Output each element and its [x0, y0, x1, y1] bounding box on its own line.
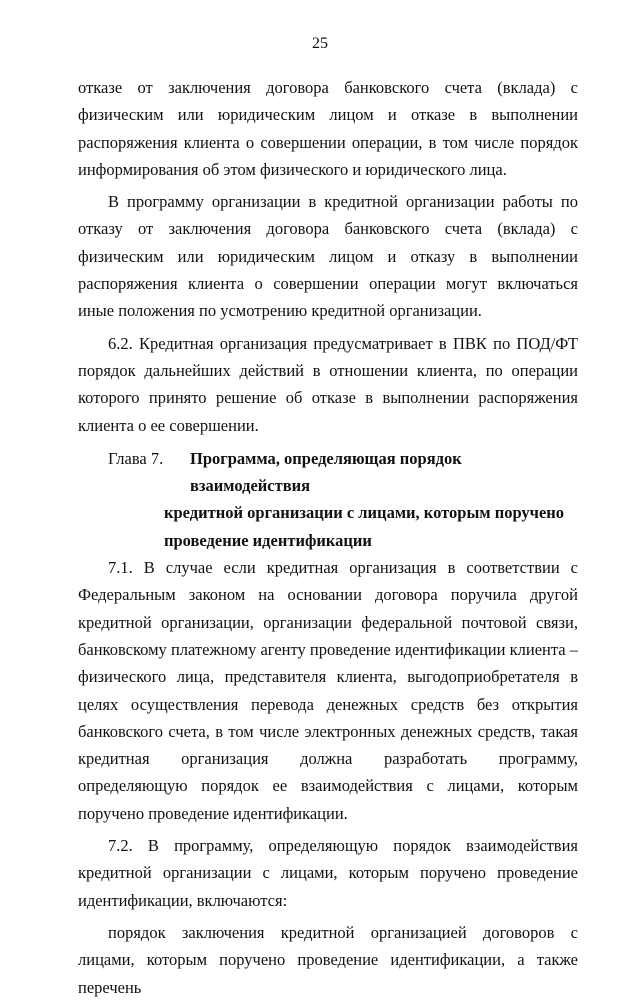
paragraph-continuation: отказе от заключения договора банковского счета (вклада) с физическим или юридическим лицом и отказе в выполнении распоряжения клиента о совершении операции, в том числе порядок информирования об этом физического и юридического лица. — [78, 78, 578, 179]
paragraph-7-1: 7.1. В случае если кредитная организация в соответствии с Федеральным законом на основании договора поручила другой кредитной организации, организации федеральной почтовой связи, банковскому платежному агенту проведение идентификации клиента – физического лица, представителя клиента, выгодоприобретателя в целях осуществления перевода денежных средств без открытия банковского счета, в том числе электронных денежных средств, такая кредитная организация должна разработать программу, определяющую порядок ее взаимодействия с лицами, которым поручено проведение идентификации. — [78, 558, 578, 823]
page-number: 25 — [312, 35, 328, 52]
chapter-title-line-1: Программа, определяющая порядок взаимодействия — [190, 448, 462, 496]
paragraph-program-provisions: В программу организации в кредитной организации работы по отказу от заключения договора банковского счета (вклада) с физическим или юридическим лицом и отказу в выполнении распоряжения клиента о совершении операции могут включаться иные положения по усмотрению кредитной организации. — [78, 192, 578, 321]
page-body — [78, 74, 578, 1001]
chapter-title-line-3: проведение идентификации — [164, 530, 372, 550]
chapter-title — [164, 445, 578, 554]
chapter-label: Глава 7. — [108, 448, 164, 468]
paragraph-list-item: порядок заключения кредитной организацией договоров с лицами, которым поручено проведение идентификации, а также перечень — [78, 922, 578, 997]
chapter-title-line-2: кредитной организации с лицами, которым поручено — [164, 503, 565, 523]
paragraph-7-2: 7.2. В программу, определяющую порядок взаимодействия кредитной организации с лицами, которым поручено проведение идентификации, включаются: — [78, 836, 578, 910]
chapter-heading — [78, 445, 578, 554]
paragraph-6-2: 6.2. Кредитная организация предусматривает в ПВК по ПОД/ФТ порядок дальнейших действий в отношении клиента, по операции которого принято решение об отказе в выполнении распоряжения клиента о ее совершении. — [78, 333, 578, 435]
